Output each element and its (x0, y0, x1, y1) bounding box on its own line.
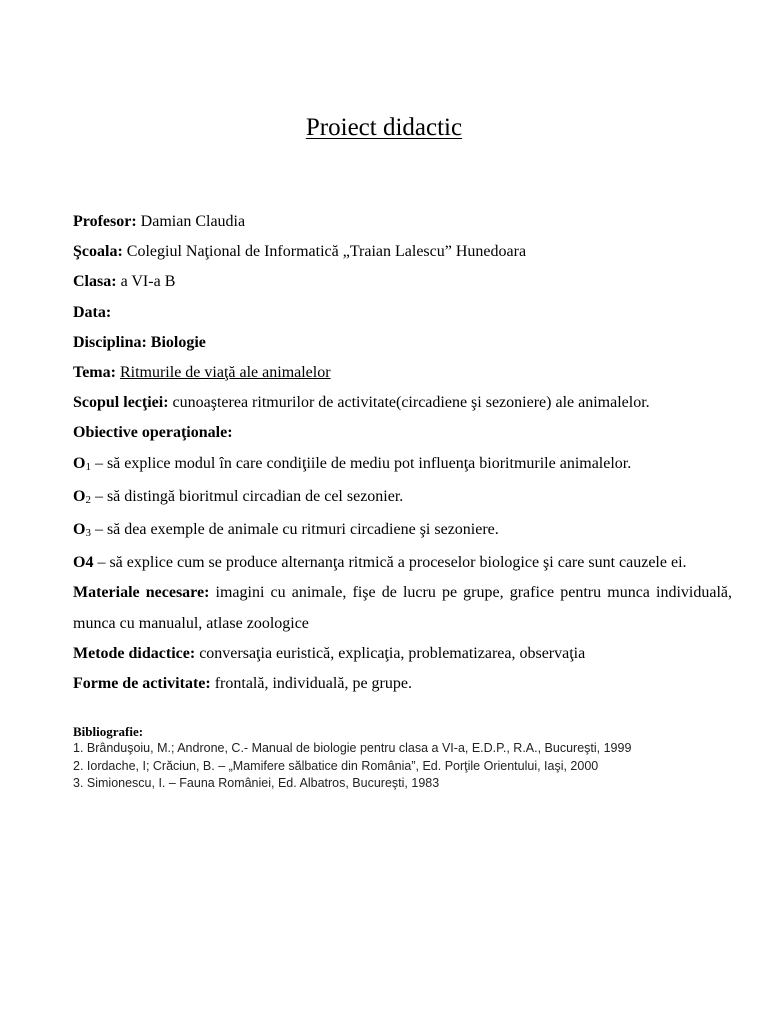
scopul-line (73, 388, 732, 418)
objective-prefix: O (73, 487, 86, 505)
obiective-heading: Obiective operaţionale: (73, 424, 233, 442)
scoala-label: Şcoala: (73, 243, 123, 261)
bibliography-item: 1. Brânduşoiu, M.; Androne, C.- Manual de biologie pentru clasa a VI-a, E.D.P., R.A., Bucureşti, 1999 (73, 741, 632, 755)
disciplina-line: Disciplina: Biologie (73, 333, 206, 351)
objective-subscript: 1 (85, 460, 91, 473)
forme-line (73, 669, 732, 699)
objective-text: să explice cum se produce alternanţa ritmică a proceselor biologice şi care sunt cauzele ei. (109, 554, 687, 572)
page-title: Proiect didactic (305, 114, 463, 141)
scoala-value: Colegiul Naţional de Informatică „Traian Lalescu” Hunedoara (122, 243, 527, 261)
objective-item (73, 515, 732, 548)
bibliography-item: 3. Simionescu, I. – Fauna României, Ed. Albatros, Bucureşti, 1983 (73, 776, 440, 790)
objective-subscript: 3 (85, 527, 91, 540)
objective-text: să dea exemple de animale cu ritmuri circadiene şi sezoniere. (106, 521, 499, 539)
metode-line (73, 639, 732, 669)
objective-subscript: 2 (85, 493, 91, 506)
data-label: Data: (73, 303, 112, 321)
profesor-label: Profesor: (73, 213, 137, 230)
data-line (73, 298, 732, 328)
objective-item (73, 449, 732, 482)
materiale-line (73, 578, 732, 638)
scopul-value: cunoaşterea ritmurilor de activitate(circadiene şi sezoniere) ale animalelor. (168, 394, 650, 412)
forme-label: Forme de activitate: (73, 675, 211, 693)
objective-dash: – (90, 521, 107, 539)
bibliography-heading: Bibliografie: (73, 724, 144, 739)
clasa-line (73, 267, 732, 297)
objective-text: să distingă bioritmul circadian de cel sezonier. (106, 487, 404, 505)
objective-prefix: O (73, 454, 86, 472)
clasa-label: Clasa: (73, 273, 117, 291)
tema-line (73, 358, 732, 388)
objective-prefix: O4 (73, 554, 94, 572)
bibliography-section (73, 724, 732, 793)
scopul-label: Scopul lecţiei: (73, 394, 169, 412)
scoala-line (73, 237, 732, 267)
bibliography-item: 2. Iordache, I; Crăciun, B. – „Mamifere sălbatice din România”, Ed. Porţile Orientului, Iaşi, 2000 (73, 758, 599, 773)
objective-prefix: O (73, 521, 86, 539)
clasa-value: a VI-a B (116, 273, 176, 291)
objective-dash: – (93, 554, 110, 572)
materiale-value: imagini cu animale, fişe de lucru pe grupe, grafice pentru munca individuală, munca cu manualul, atlase zoologice (73, 584, 732, 632)
objective-item (73, 482, 732, 515)
objective-dash: – (90, 454, 107, 472)
metode-value: conversaţia euristică, explicaţia, problematizarea, observaţia (195, 644, 586, 662)
lesson-plan-body (73, 207, 732, 699)
objective-text: să explice modul în care condiţiile de mediu pot influenţa bioritmurile animalelor. (106, 454, 632, 472)
materiale-label: Materiale necesare: (73, 584, 210, 602)
tema-value: Ritmurile de viaţă ale animalelor (119, 364, 331, 382)
forme-value: frontală, individuală, pe grupe. (210, 675, 412, 693)
objective-item (73, 548, 732, 578)
profesor-value: Damian Claudia (136, 213, 246, 230)
tema-label: Tema: (73, 364, 116, 382)
profesor-line (73, 207, 732, 237)
metode-label: Metode didactice: (73, 644, 196, 662)
objective-dash: – (90, 487, 107, 505)
